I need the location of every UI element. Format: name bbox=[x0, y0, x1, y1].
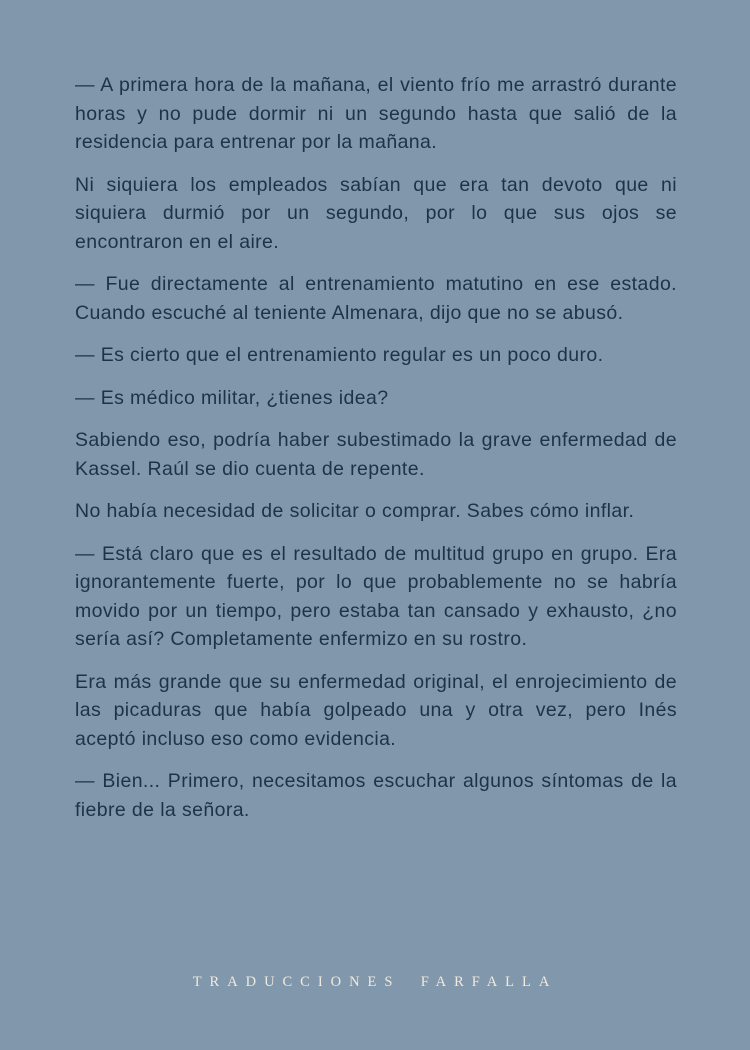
paragraph-7: No había necesidad de solicitar o comprar. Sabes cómo inflar. bbox=[75, 500, 635, 522]
paragraph-4: — Es cierto que el entrenamiento regular es un poco duro. bbox=[75, 344, 604, 366]
paragraph-8: — Está claro que es el resultado de multitud grupo en grupo. Era ignorantemente fuerte, por lo que probablemente no se habría movido por un tiempo, pero estaba tan cansado y exhausto, ¿no sería así? Completamente enfermizo en su rostro. bbox=[75, 542, 677, 650]
paragraph-6: Sabiendo eso, podría haber subestimado la grave enfermedad de Kassel. Raúl se dio cuenta de repente. bbox=[75, 429, 677, 480]
paragraph-5: — Es médico militar, ¿tienes idea? bbox=[75, 386, 389, 409]
translator-credit: TRADUCCIONES FARFALLA bbox=[192, 974, 558, 990]
paragraph-9: Era más grande que su enfermedad original, el enrojecimiento de las picaduras que había golpeado una y otra vez, pero Inés aceptó incluso eso como evidencia. bbox=[75, 670, 677, 750]
story-text-block bbox=[75, 71, 677, 838]
paragraph-3: — Fue directamente al entrenamiento matutino en ese estado. Cuando escuché al teniente Almenara, dijo que no se abusó. bbox=[75, 273, 677, 324]
paragraph-1: — A primera hora de la mañana, el viento frío me arrastró durante horas y no pude dormir ni un segundo hasta que salió de la residencia para entrenar por la mañana. bbox=[75, 74, 677, 153]
paragraph-2: Ni siquiera los empleados sabían que era tan devoto que ni siquiera durmió por un segundo, por lo que sus ojos se encontraron en el aire. bbox=[75, 173, 677, 253]
paragraph-10: — Bien... Primero, necesitamos escuchar algunos síntomas de la fiebre de la señora. bbox=[75, 770, 677, 821]
